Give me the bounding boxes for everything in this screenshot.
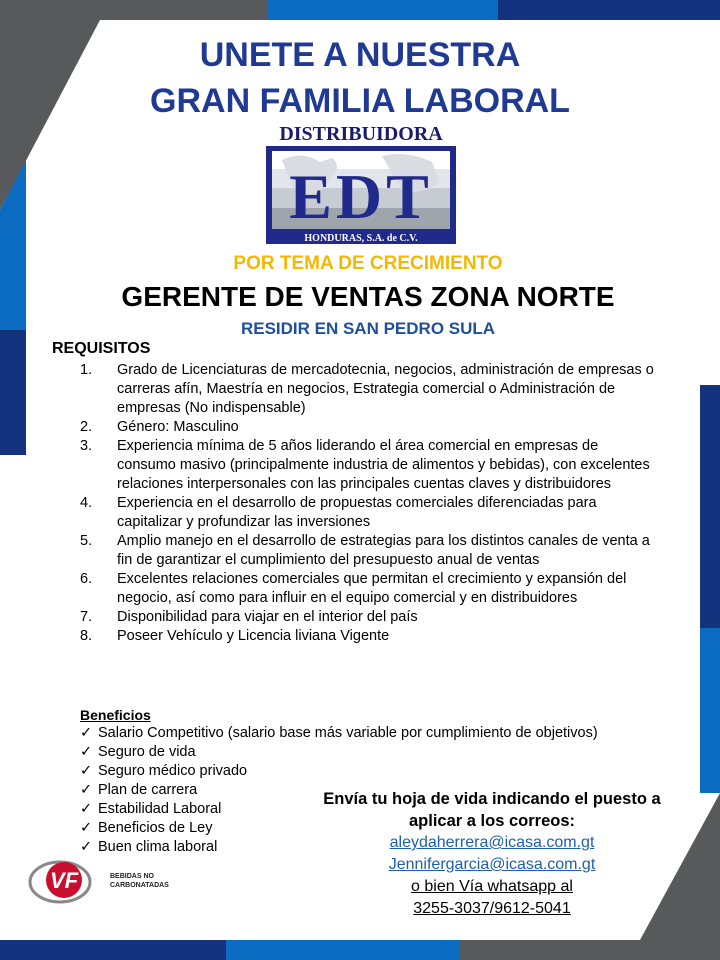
whatsapp-phones: 3255-3037/9612-5041 [413,900,571,917]
company-logo [262,120,460,248]
check-icon: ✓ [80,801,93,817]
requirement-item: 4. Experiencia en el desarrollo de propuestas comerciales diferenciadas para capitalizar y profundizar las inversiones [80,495,597,530]
headline-line-1: UNETE A NUESTRA [199,36,521,74]
requirement-item: 6. Excelentes relaciones comerciales que permitan el crecimiento y expansión del negocio, así como para influir en el equipo comercial y en distribuidores [80,571,627,606]
logo-top-text: DISTRIBUIDORA [279,123,443,145]
requirement-item: 3. Experiencia mínima de 5 años liderando el área comercial en empresas de consumo masivo (principalmente industria de alimentos y bebidas), con excelentes relaciones interpersonales con las principales cuentas claves y distribuidores [80,438,650,492]
benefit-item: ✓ Seguro de vida [80,744,196,760]
check-icon: ✓ [80,820,93,836]
vf-tagline-1: BEBIDAS NO [110,873,154,880]
logo-letters: EDT [289,161,433,232]
requirements-list [80,361,660,646]
benefit-item: ✓ Buen clima laboral [80,839,218,855]
requirement-item: 7. Disponibilidad para viajar en el interior del país [80,609,418,625]
check-icon: ✓ [80,839,93,855]
email-link-aleyda[interactable]: aleydaherrera@icasa.com.gt [389,834,595,851]
requirements-heading: REQUISITOS [52,340,151,357]
requirement-item: 8. Poseer Vehículo y Licencia liviana Vigente [80,628,390,644]
email-link-jennifer[interactable]: Jennifergarcia@icasa.com.gt [388,856,596,873]
vf-tagline-2: CARBONATADAS [110,882,169,889]
vf-brand-logo [28,852,178,908]
benefits-heading: Beneficios [80,707,151,723]
benefit-item: ✓ Salario Competitivo (salario base más variable por cumplimiento de objetivos) [80,725,598,741]
requirement-item: 2. Género: Masculino [80,419,239,435]
check-icon: ✓ [80,782,93,798]
residence-requirement: RESIDIR EN SAN PEDRO SULA [240,319,496,338]
logo-bottom-text: HONDURAS, S.A. de C.V. [304,233,418,244]
contact-block [292,788,692,920]
headline-line-2: GRAN FAMILIA LABORAL [150,82,570,120]
check-icon: ✓ [80,744,93,760]
benefit-item: ✓ Seguro médico privado [80,763,248,779]
benefit-item: ✓ Estabilidad Laboral [80,801,222,817]
benefit-item: ✓ Plan de carrera [80,782,198,798]
job-title: GERENTE DE VENTAS ZONA NORTE [121,281,615,312]
growth-subtitle: POR TEMA DE CRECIMIENTO [233,253,503,274]
vf-logo-letters: VF [49,868,79,893]
check-icon: ✓ [80,725,93,741]
benefit-item: ✓ Beneficios de Ley [80,820,213,836]
requirement-item: 1. Grado de Licenciaturas de mercadotecnia, negocios, administración de empresas o carreras afín, Maestría en negocios, Estrategia comercial o Administración de empresas (No indispensable) [80,362,654,416]
check-icon: ✓ [80,763,93,779]
whatsapp-instruction: o bien Vía whatsapp al [411,878,573,895]
requirement-item: 5. Amplio manejo en el desarrollo de estrategias para los distintos canales de venta a fin de garantizar el cumplimiento del presupuesto anual de ventas [80,533,650,568]
contact-instruction-1: Envía tu hoja de vida indicando el puesto a [323,790,661,808]
contact-instruction-2: aplicar a los correos: [409,812,575,830]
